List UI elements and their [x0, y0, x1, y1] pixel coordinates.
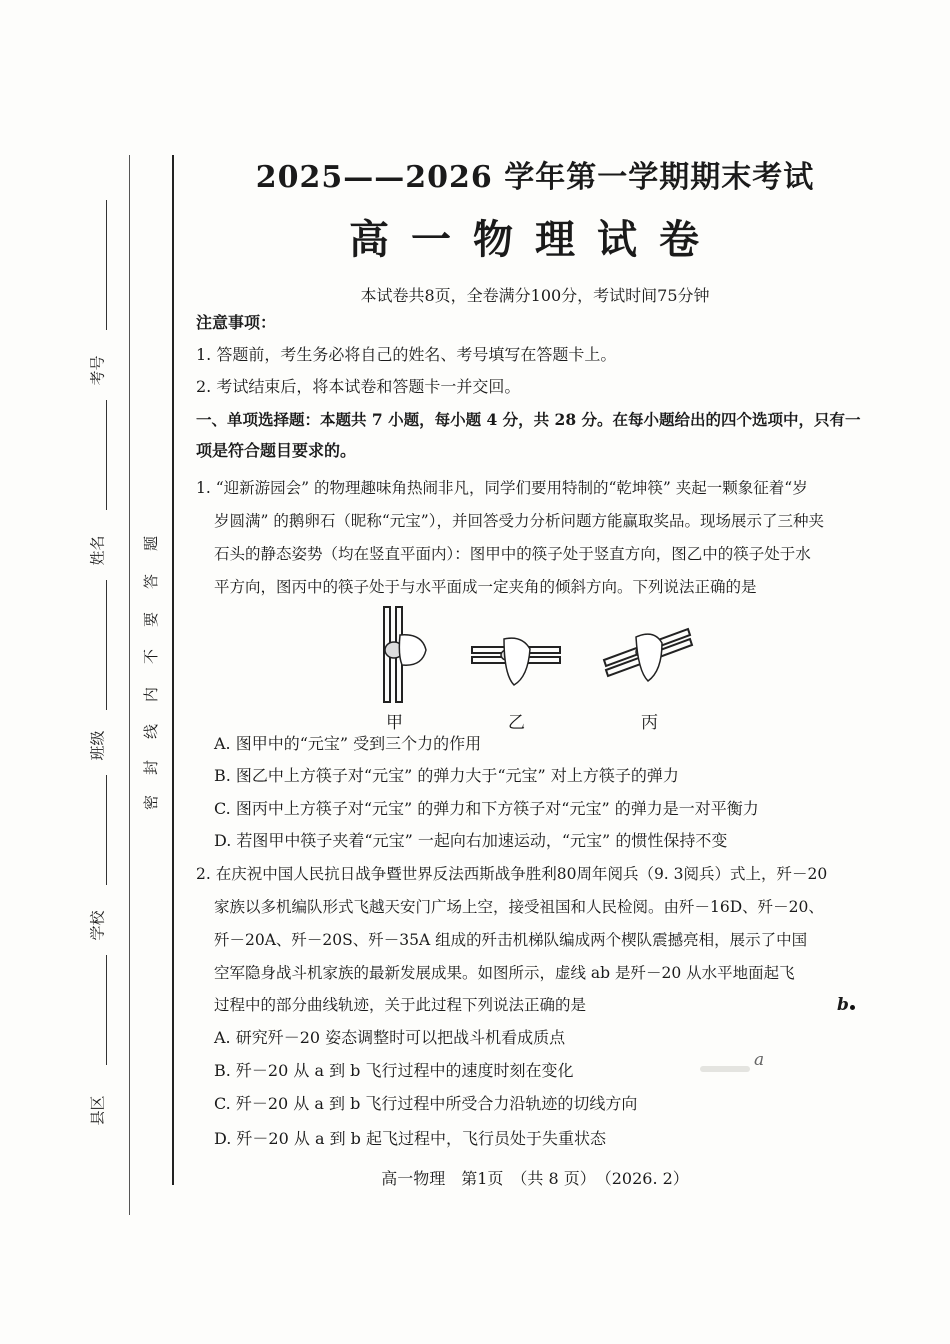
q1-option-b: B. 图乙中上方筷子对“元宝” 的弹力大于“元宝” 对上方筷子的弹力: [214, 766, 679, 785]
page-footer: 高一物理 第1页 （共 8 页） （2026. 2）: [381, 1169, 689, 1188]
seal-char: 不: [142, 648, 161, 665]
school-underline: [106, 955, 107, 1065]
seal-char: 题: [142, 535, 161, 552]
q1-fig-label-yi: 乙: [508, 713, 525, 733]
seal-char: 密: [142, 794, 161, 811]
q2-stem-line: 2. 在庆祝中国人民抗日战争暨世界反法西斯战争胜利80周年阅兵（9. 3阅兵）式上，歼－20: [196, 865, 828, 883]
seal-char: 答: [142, 573, 161, 590]
q1-fig-label-bing: 丙: [641, 713, 658, 733]
q1-stem-line: 石头的静态姿势（均在竖直平面内）：图甲中的筷子处于竖直方向，图乙中的筷子处于水: [214, 545, 811, 563]
note-item: 1. 答题前，考生务必将自己的姓名、考号填写在答题卡上。: [196, 345, 617, 364]
seal-char: 要: [142, 611, 161, 628]
q2-option-c: C. 歼－20 从 a 到 b 飞行过程中所受合力沿轨迹的切线方向: [214, 1094, 638, 1113]
exam-year-title: 2025——2026 学年第一学期期末考试: [255, 160, 815, 195]
binding-line-inner: [172, 155, 174, 1185]
q2-stem-line: 歼－20A、歼－20S、歼－35A 组成的歼击机梯队编成两个楔队震撼亮相，展示了中国: [214, 931, 808, 949]
binding-line-outer: [129, 155, 130, 1215]
q2-stem-line: 家族以多机编队形式飞越天安门广场上空，接受祖国和人民检阅。由歼－16D、歼－20、: [214, 898, 824, 916]
section-heading-line2: 项是符合题目要求的。: [196, 441, 357, 460]
q1-figure-bing: [600, 615, 695, 695]
seal-char: 封: [142, 759, 161, 776]
q1-option-c: C. 图丙中上方筷子对“元宝” 的弹力和下方筷子对“元宝” 的弹力是一对平衡力: [214, 799, 759, 818]
seal-char: 线: [142, 723, 161, 740]
q2-stem-line: 空军隐身战斗机家族的最新发展成果。如图所示，虚线 ab 是歼－20 从水平地面起飞: [214, 964, 795, 982]
q1-figure-yi: [470, 625, 565, 695]
section-heading-line1: 一、单项选择题：本题共 7 小题，每小题 4 分，共 28 分。在每小题给出的四个选项中，只有一: [196, 410, 861, 429]
seal-char: 内: [142, 686, 161, 703]
q1-stem-line: 岁圆满” 的鹅卵石（昵称“元宝”），并回答受力分析问题方能赢取奖品。现场展示了三种夹: [214, 512, 824, 530]
class-label: 班级: [88, 730, 107, 761]
q2-option-d: D. 歼－20 从 a 到 b 起飞过程中，飞行员处于失重状态: [214, 1129, 607, 1148]
q2-stem-line: 过程中的部分曲线轨迹，关于此过程下列说法正确的是: [214, 996, 587, 1014]
exam-no-underline-2: [106, 400, 107, 510]
q1-stem-line: 1. “迎新游园会” 的物理趣味角热闹非凡，同学们要用特制的“乾坤筷” 夹起一颗象征着“岁: [196, 479, 808, 497]
q1-figure-jia: [372, 605, 432, 705]
note-item: 2. 考试结束后，将本试卷和答题卡一并交回。: [196, 377, 521, 396]
paper-title: 高一物理试卷: [349, 216, 721, 263]
exam-no-label: 考号: [88, 355, 107, 386]
notes-heading: 注意事项：: [196, 313, 277, 332]
district-label: 县区: [88, 1095, 107, 1126]
q2-option-a: A. 研究歼－20 姿态调整时可以把战斗机看成质点: [214, 1028, 566, 1047]
class-underline: [106, 775, 107, 885]
q1-fig-label-jia: 甲: [386, 713, 403, 733]
q2-point-b-dot: [850, 1005, 855, 1010]
name-label: 姓名: [88, 535, 107, 566]
q2-point-b-label: b: [837, 995, 849, 1015]
q2-point-a-label: a: [754, 1050, 765, 1070]
q1-option-d: D. 若图甲中筷子夹着“元宝” 一起向右加速运动，“元宝” 的惯性保持不变: [214, 831, 728, 850]
q1-stem-line: 平方向，图丙中的筷子处于与水平面成一定夹角的倾斜方向。下列说法正确的是: [214, 578, 757, 596]
paper-subtitle: 本试卷共8页，全卷满分100分，考试时间75分钟: [360, 286, 710, 305]
name-underline: [106, 580, 107, 710]
school-label: 学校: [88, 910, 107, 941]
q1-option-a: A. 图甲中的“元宝” 受到三个力的作用: [214, 734, 482, 753]
q2-option-b: B. 歼－20 从 a 到 b 飞行过程中的速度时刻在变化: [214, 1061, 574, 1080]
